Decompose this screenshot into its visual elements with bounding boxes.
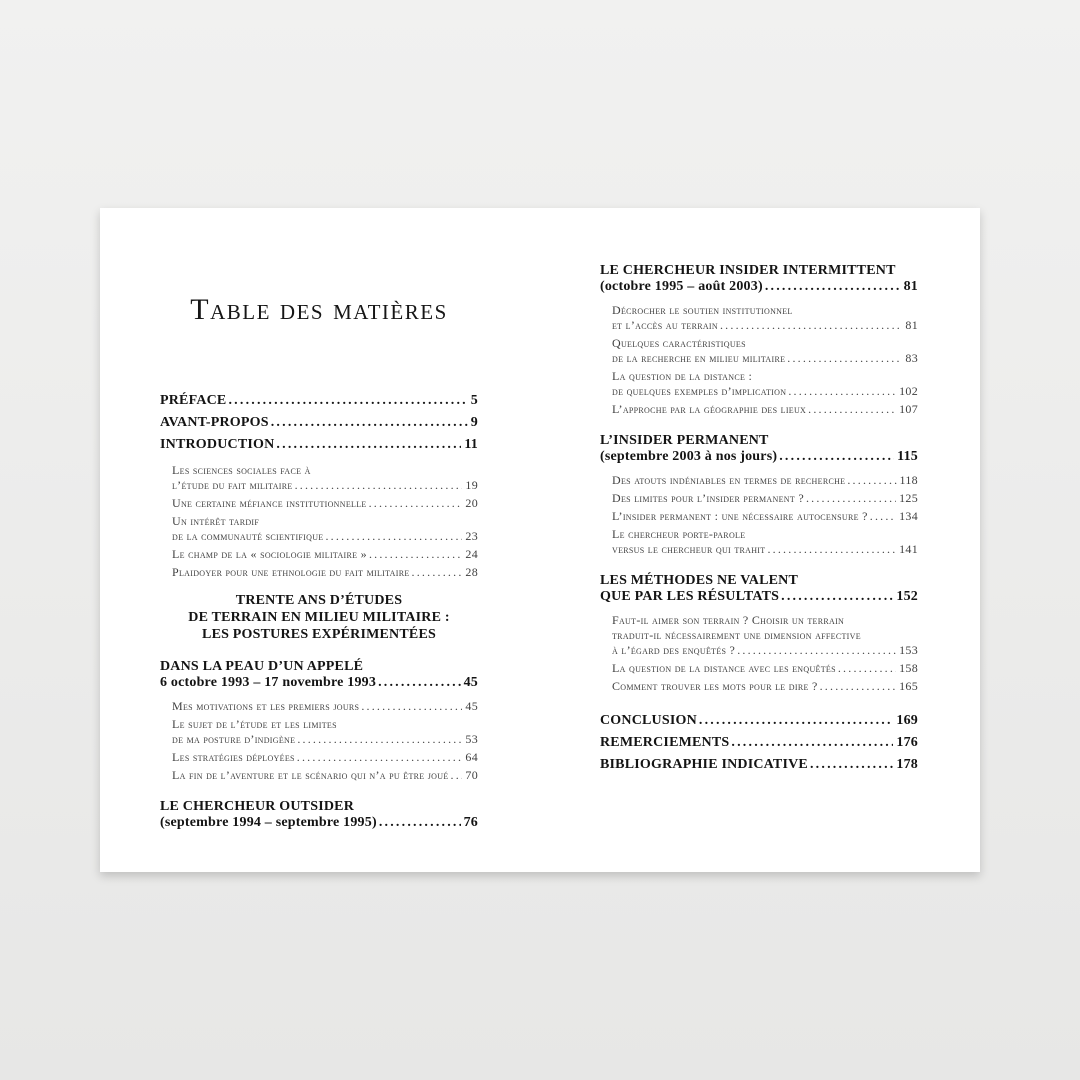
toc-entry-row [160,750,478,765]
toc-entry [600,336,918,366]
entry-label: (octobre 1995 – août 2003) [600,279,763,294]
toc-entry-row [160,699,478,714]
page-number: 158 [899,661,918,675]
dot-leader [806,491,896,506]
toc-column-right [600,263,918,775]
page-number: 107 [899,402,918,416]
toc-entry-row [160,529,478,544]
page-number: 76 [463,815,478,830]
entry-label: Le champ de la « sociologie militaire » [172,547,367,561]
toc-entry-row [600,679,918,694]
entry-line: Les sciences sociales face à [172,463,311,477]
entry-line: traduit-il nécessairement une dimension affective [612,628,861,642]
toc-entry-row [160,675,478,691]
toc-entry [160,750,478,765]
page-number: 102 [899,384,918,398]
toc-entry-row [160,434,478,455]
page-number: 153 [899,643,918,657]
toc-entry-row [600,509,918,524]
entry-label: Des atouts indéniables en termes de recherche [612,473,846,487]
toc-entry-row [600,754,918,775]
entry-label: Plaidoyer pour une ethnologie du fait militaire [172,565,410,579]
entry-label: PRÉFACE [160,393,227,408]
page-number: 81 [903,279,918,294]
entry-label: de ma posture d’indigène [172,732,296,746]
entry-line: Le chercheur porte-parole [612,527,746,541]
page-number: 19 [465,478,478,492]
entry-label: La question de la distance avec les enquêtés [612,661,836,675]
dot-leader [765,279,901,295]
toc-entry-row [600,661,918,676]
entry-line: LE CHERCHEUR INSIDER INTERMITTENT [600,263,896,278]
page-number: 165 [899,679,918,693]
dot-leader [297,732,462,747]
entry-label: CONCLUSION [600,713,697,728]
dot-leader [271,412,468,433]
toc-entry-row [600,643,918,658]
part-heading [160,592,478,643]
page-number: 141 [899,542,918,556]
dot-leader [361,699,462,714]
toc-entry [600,754,918,775]
page-number: 176 [896,735,918,750]
entry-label: de la recherche en milieu militaire [612,351,786,365]
toc-entry [600,661,918,676]
dot-leader [325,529,462,544]
toc-entry [160,799,478,831]
page-number: 118 [899,473,918,487]
entry-label: 6 octobre 1993 – 17 novembre 1993 [160,675,377,690]
dot-leader [297,750,463,765]
entry-line: LES MÉTHODES NE VALENT [600,573,799,588]
toc-entry [600,402,918,417]
toc-entry [600,613,918,658]
dot-leader [779,449,894,465]
entry-label: L’insider permanent : une nécessaire autocensure ? [612,509,868,523]
dot-leader [847,473,896,488]
dot-leader [838,661,896,676]
entry-label: INTRODUCTION [160,437,275,452]
toc-entry [600,732,918,753]
entry-line: Décrocher le soutien institutionnel [612,303,793,317]
entry-line: Quelques caractéristiques [612,336,746,350]
entry-label: et l’accès au terrain [612,318,718,332]
page-number: 64 [465,750,478,764]
page-number: 23 [465,529,478,543]
page-number: 70 [465,768,478,782]
page-number: 28 [465,565,478,579]
toc-entry-row [600,279,918,295]
toc-entry [160,412,478,433]
dot-leader [412,565,463,580]
entry-line: L’INSIDER PERMANENT [600,433,769,448]
toc-entry [600,433,918,465]
entry-line: TRENTE ANS D’ÉTUDES [235,593,403,608]
toc-entry-row [160,768,478,783]
page-number: 9 [470,415,478,430]
entry-label: Une certaine méfiance institutionnelle [172,496,367,510]
entry-label: de la communauté scientifique [172,529,324,543]
dot-leader [369,547,462,562]
dot-leader [451,768,463,783]
toc-entry [160,565,478,580]
toc-title: Table des matières [190,293,448,326]
toc-entry [600,573,918,605]
toc-entry-row [600,384,918,399]
entry-line: Faut-il aimer son terrain ? Choisir un terrain [612,613,845,627]
toc-entry-row [160,496,478,511]
toc-entry [160,514,478,544]
entry-label: l’étude du fait militaire [172,478,293,492]
page-number: 115 [897,449,918,464]
toc-entry [160,496,478,511]
entry-label: Comment trouver les mots pour le dire ? [612,679,818,693]
toc-entry-row [160,412,478,433]
dot-leader [767,542,896,557]
toc-entry [600,710,918,731]
toc-entry [600,509,918,524]
toc-entry-row [600,318,918,333]
dot-leader [787,351,902,366]
dot-leader [820,679,897,694]
entry-line: DE TERRAIN EN MILIEU MILITAIRE : [188,610,450,625]
dot-leader [788,384,896,399]
page-number: 24 [465,547,478,561]
dot-leader [781,589,893,605]
toc-entry-row [600,732,918,753]
toc-entry-row [600,449,918,465]
page-number: 53 [465,732,478,746]
toc-entry [600,473,918,488]
toc-entry [160,699,478,714]
dot-leader [378,675,461,691]
page-number: 45 [463,675,478,690]
entry-line: DANS LA PEAU D’UN APPELÉ [160,659,364,674]
toc-entry-row [600,542,918,557]
toc-entry [160,390,478,411]
dot-leader [870,509,896,524]
toc-entry [160,463,478,493]
toc-entry [600,303,918,333]
page-number: 5 [470,393,478,408]
page-number: 45 [465,699,478,713]
entry-label: à l’égard des enquêtés ? [612,643,736,657]
entry-label: REMERCIEMENTS [600,735,730,750]
entry-label: versus le chercheur qui trahit [612,542,766,556]
entry-label: QUE PAR LES RÉSULTATS [600,589,780,604]
dot-leader [369,496,463,511]
toc-entry [160,717,478,747]
toc-entry-row [600,351,918,366]
book-page [100,208,980,872]
entry-label: (septembre 2003 à nos jours) [600,449,778,464]
page-number: 20 [465,496,478,510]
dot-leader [731,732,893,753]
toc-entry-row [160,547,478,562]
toc-entry [160,768,478,783]
toc-entry-row [160,815,478,831]
toc-entry [160,434,478,455]
toc-entries-left [160,390,478,831]
page-number: 169 [896,713,918,728]
page-number: 11 [464,437,478,452]
toc-entry-row [600,589,918,605]
dot-leader [737,643,896,658]
toc-entry-row [160,390,478,411]
dot-leader [699,710,893,731]
dot-leader [295,478,463,493]
page-number: 81 [905,318,918,332]
toc-entry [600,679,918,694]
page-number: 134 [899,509,918,523]
toc-entry [600,527,918,557]
toc-entries-right [600,263,918,775]
toc-entry-row [600,473,918,488]
entry-line: Le sujet de l’étude et les limites [172,717,337,731]
dot-leader [808,402,896,417]
toc-entry-row [160,478,478,493]
toc-entry [600,491,918,506]
dot-leader [379,815,461,831]
page-number: 125 [899,491,918,505]
toc-entry [600,263,918,295]
entry-line: La question de la distance : [612,369,753,383]
toc-entry-row [600,402,918,417]
entry-label: Les stratégies déployées [172,750,295,764]
toc-column-left [160,266,478,831]
toc-entry-row [600,491,918,506]
page-number: 178 [896,757,918,772]
toc-entry-row [160,565,478,580]
entry-label: (septembre 1994 – septembre 1995) [160,815,377,830]
toc-entry [160,547,478,562]
dot-leader [810,754,893,775]
dot-leader [228,390,467,411]
entry-label: de quelques exemples d’implication [612,384,787,398]
entry-label: L’approche par la géographie des lieux [612,402,807,416]
page-number: 83 [905,351,918,365]
toc-entry-row [600,710,918,731]
dot-leader [276,434,461,455]
entry-label: Mes motivations et les premiers jours [172,699,360,713]
entry-label: La fin de l’aventure et le scénario qui n’a pu être joué [172,768,449,782]
entry-label: BIBLIOGRAPHIE INDICATIVE [600,757,808,772]
entry-label: AVANT-PROPOS [160,415,269,430]
dot-leader [720,318,902,333]
toc-entry [600,369,918,399]
entry-line: Un intérêt tardif [172,514,260,528]
toc-entry-row [160,732,478,747]
entry-line: LES POSTURES EXPÉRIMENTÉES [202,627,436,642]
page-number: 152 [896,589,918,604]
toc-entry [160,659,478,691]
entry-label: Des limites pour l’insider permanent ? [612,491,804,505]
entry-line: LE CHERCHEUR OUTSIDER [160,799,355,814]
